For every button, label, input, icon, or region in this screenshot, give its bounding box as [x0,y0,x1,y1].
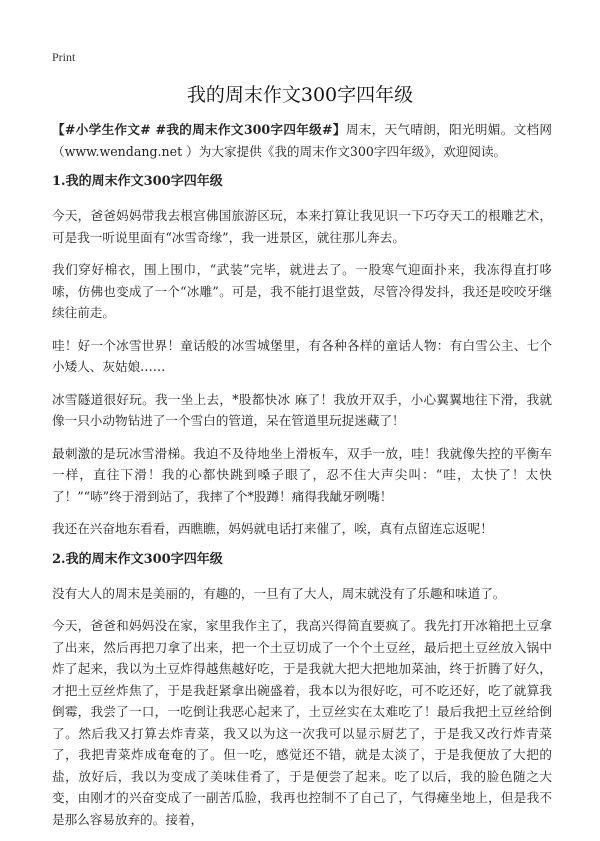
page-title: 我的周末作文300字四年级 [186,84,414,106]
section-2-heading: 2.我的周末作文300字四年级 [52,551,223,567]
intro-text: 周末，天气晴朗，阳光明媚。文档网（www.wendang.net ）为大家提供《我的周末作文300字四年级》，欢迎阅读。 [52,122,552,159]
section-1-paragraph: 哇！好一个冰雪世界！童话般的冰雪城堡里，有各种各样的童话人物：有白雪公主、七个小矮人、灰姑娘…… [52,337,552,374]
section-1-heading: 1.我的周末作文300字四年级 [52,174,223,189]
intro-tags: 【#小学生作文# #我的周末作文300字四年级#】 [52,122,346,137]
document-body [52,119,552,841]
intro-paragraph [52,119,552,162]
section-1-paragraph: 最刺激的是玩冰雪滑梯。我迫不及待地坐上滑板车，双手一放，哇！我就像失控的平衡车一样，直往下滑！我的心都快跳到嗓子眼了，忍不住大声尖叫：“哇，太快了！太快了！”“哧”终于滑到站了，我摔了个*股蹲！痛得我龇牙咧嘴！ [52,445,552,504]
print-link[interactable]: Print [52,50,76,64]
section-1-paragraph: 冰雪隧道很好玩。我一坐上去，*股都快冰 麻了！我放开双手，小心翼翼地往下滑，我就像一只小动物钻进了一个雪白的管道，呆在管道里玩捉迷藏了！ [52,391,552,428]
section-2-paragraph: 没有大人的周末是美丽的，有趣的，一旦有了大人，周末就没有了乐趣和味道了。 [52,585,506,601]
section-1-paragraph: 我们穿好棉衣，围上围巾，“武装”完毕，就进去了。一股寒气迎面扑来，我冻得直打哆嗦，仿佛也变成了一个“冰雕”。可是，我不能打退堂鼓，尽管冷得发抖，我还是咬咬牙继续往前走。 [52,262,552,320]
section-1-paragraph: 今天，爸爸妈妈带我去根宫佛国旅游区玩，本来打算让我见识一下巧夺天工的根雕艺术，可是我一听说里面有“冰雪奇缘”，我一进景区，就往那儿奔去。 [52,208,552,245]
section-1-paragraph: 我还在兴奋地东看看，西瞧瞧，妈妈就电话打来催了，唉，真有点留连忘返呢！ [52,521,493,536]
section-2-paragraph: 今天，爸爸和妈妈没在家，家里我作主了，我高兴得简直要疯了。我先打开冰箱把土豆拿了出来，然后再把刀拿了出来，把一个土豆切成了一个个土豆丝，最后把土豆丝放入锅中炸了起来，我以为土豆炸得越焦越好吃，于是我就大把大把地加菜油，终于折腾了好久，才把土豆丝炸焦了，于是我赶紧拿出碗盛着，我本以为很好吃，可不吃还好，吃了就算我倒霉，我尝了一口，一吃倒让我恶心起来了，土豆丝实在太难吃了！最后我把土豆丝给倒了。然后我又打算去炸青菜，我又以为这一次我可以显示厨艺了，于是我又改行炸青菜了，我把青菜炸成奄奄的了。但一吃，感觉还不错，就是太淡了，于是我便放了大把的盐，放好后，我以为变成了美味佳肴了，于是便尝了起来。吃了以后，我的脸色随之大变，由刚才的兴奋变成了一副苦瓜脸，我再也控制不了自己了，气得瘫坐地上，但是我不是那么容易放弃的。接着， [52,618,552,827]
